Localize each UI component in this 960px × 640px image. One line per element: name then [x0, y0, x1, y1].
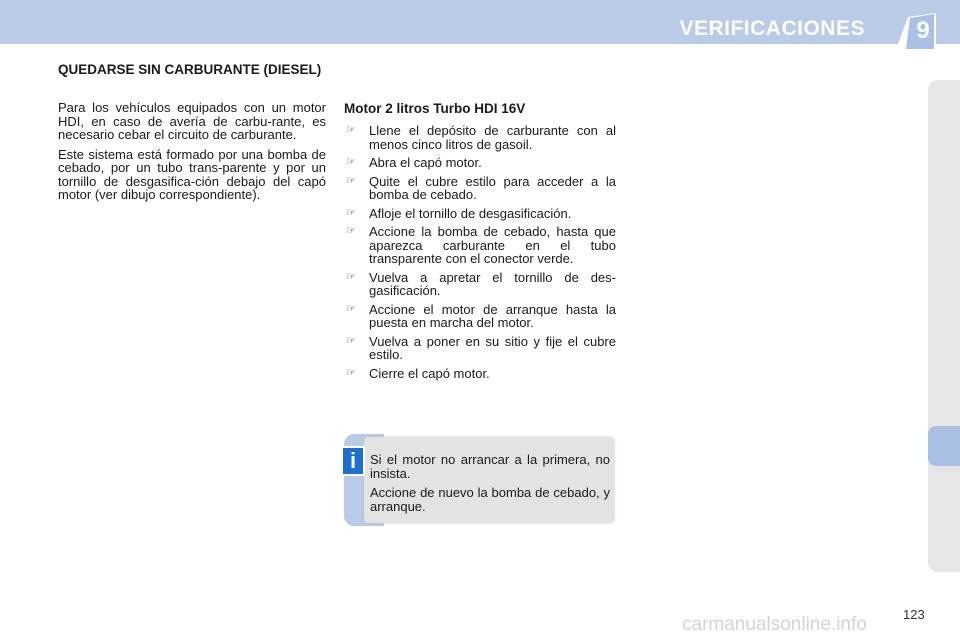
step-item	[344, 124, 616, 151]
step-text: Llene el depósito de carburante con al menos cinco litros de gasoil.	[369, 123, 616, 152]
section-title: QUEDARSE SIN CARBURANTE (DIESEL)	[58, 62, 322, 77]
step-text: Quite el cubre estilo para acceder a la bomba de cebado.	[369, 173, 616, 202]
chapter-number: 9	[916, 17, 930, 44]
step-text: Cierre el capó motor.	[369, 365, 490, 381]
step-item	[344, 156, 616, 170]
intro-paragraph: Este sistema está formado por una bomba de cebado, por un tubo trans-parente y por un tornillo de desgasifica-ción debajo del capó motor (ver dibujo correspondiente).	[58, 146, 326, 202]
pointing-hand-icon: ☞	[346, 206, 356, 219]
intro-paragraph: Para los vehículos equipados con un motor HDI, en caso de avería de carbu-rante, es necesario cebar el circuito de carburante.	[58, 100, 326, 142]
step-item	[344, 335, 616, 362]
pointing-hand-icon: ☞	[346, 334, 356, 347]
pointing-hand-icon: ☞	[346, 270, 356, 283]
procedure-title: Motor 2 litros Turbo HDI 16V	[344, 101, 526, 116]
info-text	[370, 453, 610, 519]
step-item	[344, 207, 616, 221]
step-text: Abra el capó motor.	[369, 155, 482, 170]
step-item	[344, 271, 616, 298]
info-icon: i	[341, 446, 365, 476]
step-text: Vuelva a poner en su sitio y fije el cubre estilo.	[369, 333, 616, 362]
pointing-hand-icon: ☞	[346, 302, 356, 315]
chapter-tab	[878, 13, 940, 49]
step-text: Vuelva a apretar el tornillo de des-gasificación.	[369, 269, 616, 298]
step-text: Accione el motor de arranque hasta la puesta en marcha del motor.	[369, 301, 616, 330]
step-item	[344, 175, 616, 202]
watermark: carmanualsonline.info	[682, 614, 867, 635]
step-text: Afloje el tornillo de desgasificación.	[369, 205, 572, 221]
step-item	[344, 303, 616, 330]
intro-text	[58, 101, 326, 208]
pointing-hand-icon: ☞	[346, 156, 356, 168]
step-text: Accione la bomba de cebado, hasta que aparezca carburante en el tubo transparente con el conector verde.	[369, 224, 616, 266]
side-chapter-marker	[928, 426, 960, 466]
page-number: 123	[903, 607, 925, 622]
pointing-hand-icon: ☞	[346, 225, 356, 237]
info-paragraph: Accione de nuevo la bomba de cebado, y arranque.	[370, 485, 610, 514]
step-item	[344, 367, 616, 381]
pointing-hand-icon: ☞	[346, 366, 356, 379]
page-title: VERIFICACIONES	[679, 17, 865, 40]
side-thumb-strip	[928, 80, 960, 572]
step-item	[344, 225, 616, 266]
pointing-hand-icon: ☞	[346, 174, 356, 187]
info-paragraph: Si el motor no arrancar a la primera, no insista.	[370, 452, 610, 481]
procedure-steps	[344, 124, 616, 385]
pointing-hand-icon: ☞	[346, 124, 356, 136]
